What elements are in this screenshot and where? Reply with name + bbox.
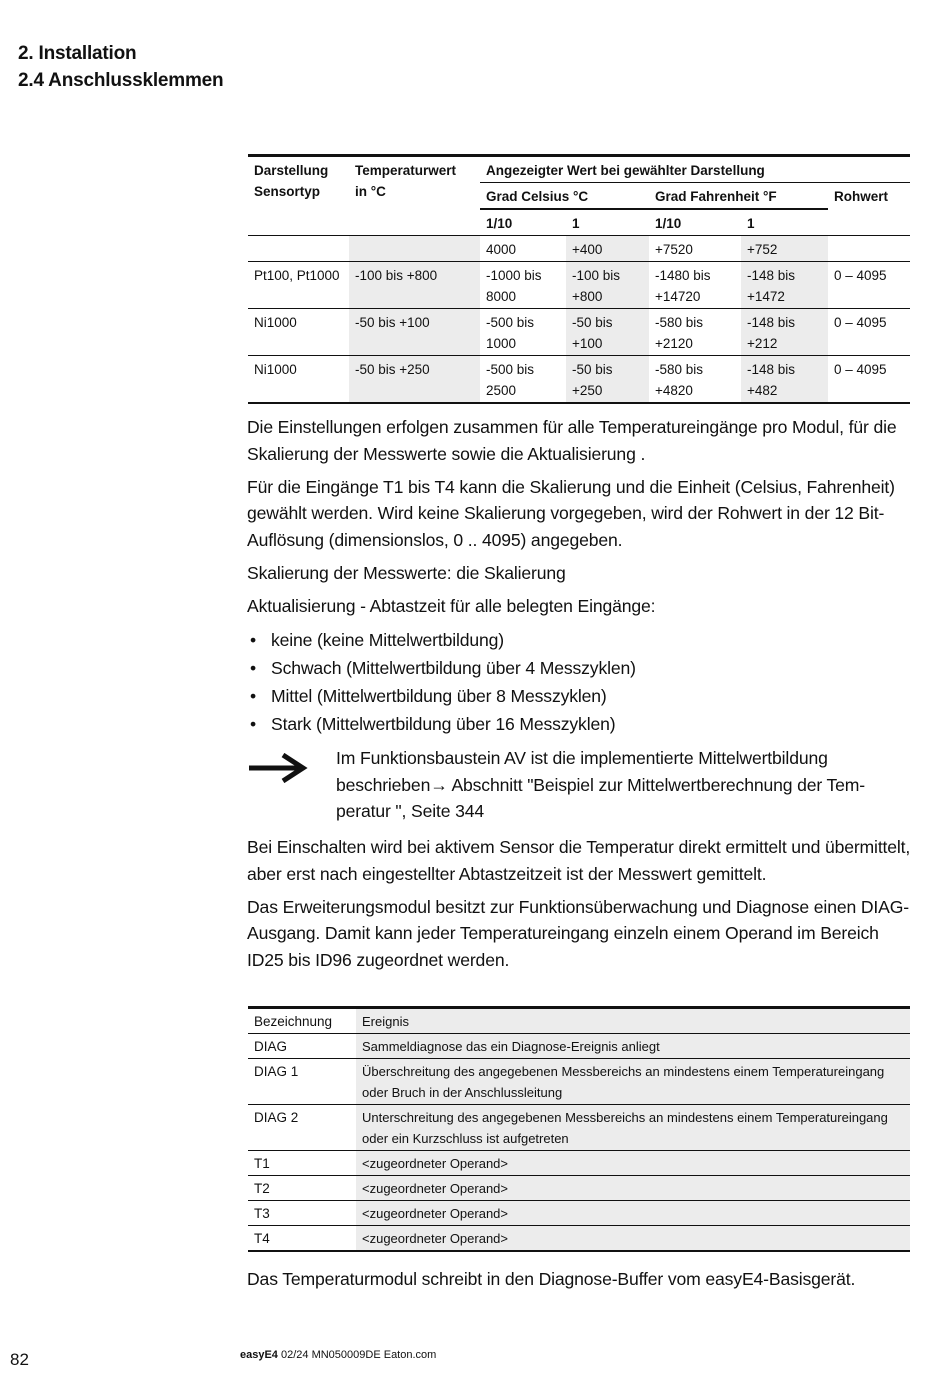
note-text: Im Funktionsbaustein AV ist die implementierte Mittelwertbildung beschrieben→ Abschnitt "Beispiel zur Mittelwertberechnung der Tem- peratur ", Seite 344 [336,748,866,821]
note-arrow-icon [247,753,309,783]
note-box [247,745,912,825]
table-row: 4000 +400 +7520 +752 [248,236,910,262]
body-section-3 [247,1266,912,1299]
table-row: T4 <zugeordneter Operand> [248,1226,910,1252]
paragraph: Skalierung der Messwerte: die Skalierung [247,562,566,583]
header-f-110: 1/10 [649,209,741,236]
table-row: DIAG 2 Unterschreitung des angegebenen Messbereichs an mindestens einem Temperatureingang oder ein Kurzschluss ist aufgetreten [248,1105,910,1151]
reference-arrow-icon: → [430,774,448,795]
header-c-110: 1/10 [480,209,566,236]
paragraph: Aktualisierung - Abtastzeit für alle belegten Eingänge: [247,595,656,616]
table-row: DIAG Sammeldiagnose das ein Diagnose-Ereignis anliegt [248,1034,910,1059]
header-display-group: Angezeigter Wert bei gewählter Darstellung [480,156,910,183]
body-section-1 [247,414,912,738]
header-celsius: Grad Celsius °C [480,183,649,210]
header-temperature: Temperaturwert in °C [349,156,480,236]
header-sensor: Darstellung Sensortyp [248,156,349,236]
table-row: T1 <zugeordneter Operand> [248,1151,910,1176]
list-item: • Mittel (Mittelwertbildung über 8 Messzyklen) [250,685,607,706]
list-item: • Stark (Mittelwertbildung über 16 Messzyklen) [250,713,616,734]
page-header [18,40,223,94]
list-item: • Schwach (Mittelwertbildung über 4 Messzyklen) [250,657,636,678]
paragraph: Das Erweiterungsmodul besitzt zur Funktionsüberwachung und Diagnose einen DIAG-Ausgang. Damit kann jeder Temperatureingang einzeln einem Operand im Bereich ID25 bis ID96 zugeordnet werden. [247,896,909,970]
paragraph: Bei Einschalten wird bei aktivem Sensor die Temperatur direkt ermittelt und übermittelt, aber erst nach eingestellter Abtastzeitzeit ist der Messwert gemittelt. [247,837,911,884]
diagnostic-table [248,1006,910,1252]
header-name: Bezeichnung [248,1008,356,1034]
paragraph: Für die Eingänge T1 bis T4 kann die Skalierung und die Einheit (Celsius, Fahrenheit) gewählt werden. Wird keine Skalierung vorgegeben, wird der Rohwert in der 12 Bit-Auflösung (dimensionslos, 0 .. 4095) angegeben. [247,476,895,550]
header-f-1: 1 [741,209,828,236]
paragraph: Das Temperaturmodul schreibt in den Diagnose-Buffer vom easyE4-Basisgerät. [247,1269,856,1289]
page-number: 82 [10,1350,29,1369]
paragraph: Die Einstellungen erfolgen zusammen für alle Temperatureingänge pro Modul, für die Skalierung der Messwerte sowie die Aktualisierung . [247,417,897,464]
list-item: • keine (keine Mittelwertbildung) [250,629,504,650]
table-row: T3 <zugeordneter Operand> [248,1201,910,1226]
header-fahrenheit: Grad Fahrenheit °F [649,183,828,210]
table-row: Ni1000 -50 bis +100 -500 bis 1000 -50 bis +100 -580 bis +2120 -148 bis +212 0 – 4095 [248,309,910,356]
table-row: DIAG 1 Überschreitung des angegebenen Messbereichs an mindestens einem Temperatureingang oder Bruch in der Anschlussleitung [248,1059,910,1105]
header-event: Ereignis [356,1008,910,1034]
table-row: Ni1000 -50 bis +250 -500 bis 2500 -50 bis +250 -580 bis +4820 -148 bis +482 0 – 4095 [248,356,910,404]
bullet-list [247,626,912,738]
table-header-row [248,156,910,183]
table-row: T2 <zugeordneter Operand> [248,1176,910,1201]
footer-doc-info: easyE4 02/24 MN050009DE Eaton.com [240,1349,437,1361]
temperature-range-table [248,154,910,404]
chapter-title: 2. Installation [18,43,137,64]
body-section-2 [247,834,912,980]
header-c-1: 1 [566,209,649,236]
table-header-row [248,1008,910,1034]
header-raw: Rohwert [834,189,888,204]
table-row: Pt100, Pt1000 -100 bis +800 -1000 bis 8000 -100 bis +800 -1480 bis +14720 -148 bis +1472 0 – 4095 [248,262,910,309]
section-title: 2.4 Anschlussklemmen [18,70,224,91]
